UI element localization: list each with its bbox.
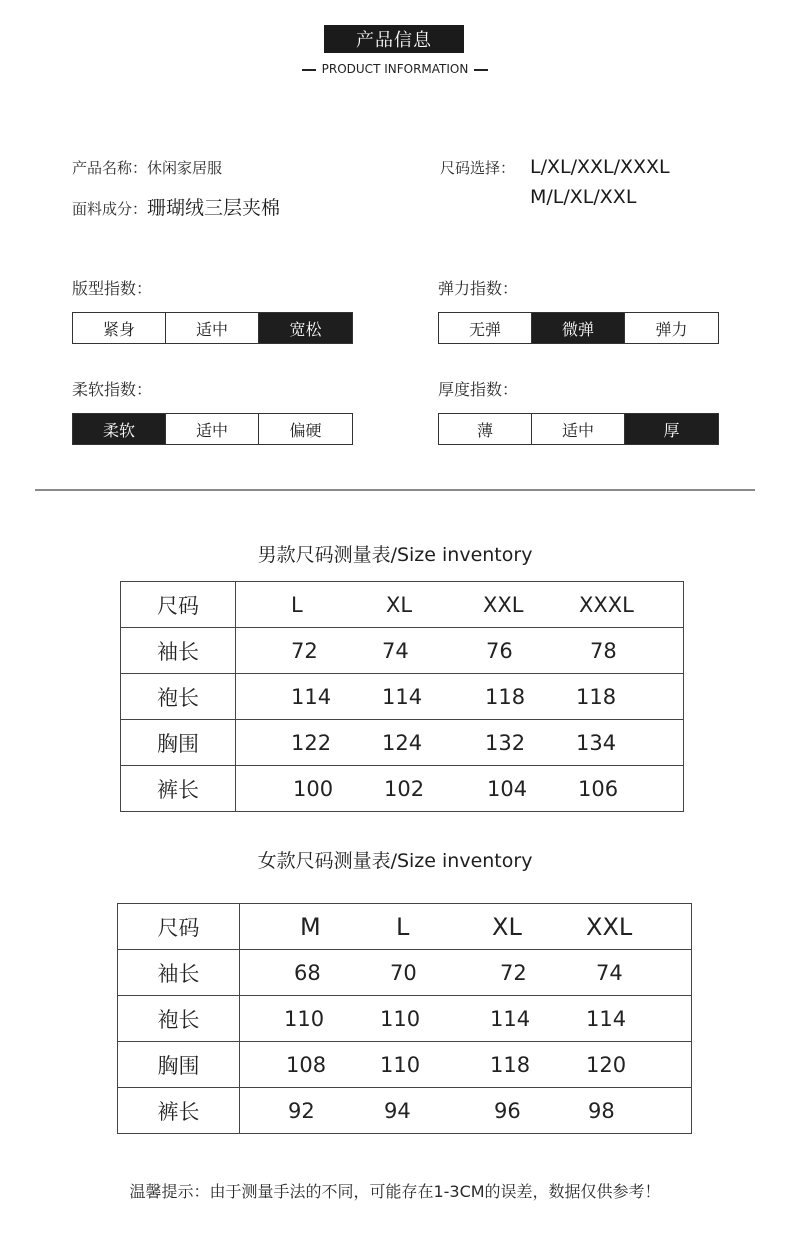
- fit-option: 宽松: [259, 313, 352, 343]
- table-cell: 94: [384, 1098, 411, 1123]
- table-cell: 102: [384, 776, 425, 801]
- size-label: XL: [492, 912, 522, 941]
- table-row: [121, 674, 684, 720]
- row-values: [236, 720, 684, 766]
- fit-index-bar: [72, 312, 353, 344]
- row-label: 袍长: [118, 996, 240, 1042]
- table-cell: 72: [500, 960, 527, 985]
- table-row: [121, 766, 684, 812]
- women-table-title: 女款尺码测量表/Size inventory: [257, 850, 533, 872]
- table-cell: 98: [588, 1098, 615, 1123]
- table-cell: 110: [284, 1006, 325, 1031]
- size-label: L: [396, 912, 410, 941]
- fit-option: 紧身: [73, 313, 166, 343]
- header-cell: 尺码: [118, 904, 240, 950]
- table-cell: 118: [485, 684, 526, 709]
- table-cell: 114: [382, 684, 423, 709]
- row-label: 袖长: [118, 950, 240, 996]
- row-values: [236, 628, 684, 674]
- row-values: [240, 950, 692, 996]
- row-values: [236, 766, 684, 812]
- fabric-value: 珊瑚绒三层夹棉: [147, 197, 281, 219]
- thick-index-label: 厚度指数：: [438, 380, 519, 399]
- size-label: L: [291, 592, 303, 617]
- product-name-value: 休闲家居服: [147, 159, 223, 177]
- soft-option: 偏硬: [289, 420, 322, 440]
- table-cell: 118: [576, 684, 617, 709]
- elastic-index-bar: [438, 312, 719, 344]
- thick-option: 厚: [625, 414, 718, 444]
- size-select-label: 尺码选择：: [440, 159, 516, 177]
- soft-index-label: 柔软指数：: [72, 380, 153, 399]
- size-label: XXXL: [579, 592, 634, 617]
- section-divider: [35, 489, 755, 491]
- dash-left: [302, 69, 316, 71]
- table-cell: 124: [382, 730, 423, 755]
- table-cell: 92: [288, 1098, 315, 1123]
- size-options: [530, 152, 670, 212]
- measurement-note: 温馨提示：由于测量手法的不同，可能存在1-3CM的误差，数据仅供参考！: [129, 1182, 661, 1201]
- elastic-option: 弹力: [655, 319, 688, 339]
- size-label: XXL: [483, 592, 524, 617]
- row-label: 袍长: [121, 674, 236, 720]
- table-cell: 74: [596, 960, 623, 985]
- row-values: [236, 674, 684, 720]
- section-subtitle: [0, 62, 790, 76]
- table-cell: 72: [291, 638, 318, 663]
- table-cell: 114: [291, 684, 332, 709]
- product-name: [72, 157, 222, 178]
- women-size-table: [117, 903, 692, 1134]
- table-row: [118, 1042, 692, 1088]
- table-cell: 118: [490, 1052, 531, 1077]
- row-values: [240, 1042, 692, 1088]
- table-cell: 114: [586, 1006, 627, 1031]
- table-cell: 78: [590, 638, 617, 663]
- thick-option: 适中: [532, 414, 625, 444]
- size-label: M: [300, 912, 321, 941]
- table-cell: 110: [380, 1006, 421, 1031]
- table-cell: 76: [486, 638, 513, 663]
- soft-index-bar: [72, 413, 353, 445]
- elastic-option: 微弹: [532, 313, 625, 343]
- fit-option: 适中: [166, 313, 259, 343]
- soft-option: 柔软: [73, 414, 166, 444]
- table-row: [118, 950, 692, 996]
- table-row: [121, 582, 684, 628]
- fit-index-label: 版型指数：: [72, 279, 153, 298]
- elastic-option: 无弹: [439, 313, 532, 343]
- table-row: [118, 904, 692, 950]
- men-table-title: 男款尺码测量表/Size inventory: [257, 544, 533, 566]
- section-title: 产品信息: [324, 25, 464, 53]
- table-cell: 106: [578, 776, 619, 801]
- row-label: 胸围: [121, 720, 236, 766]
- dash-right: [474, 69, 488, 71]
- elastic-index-label: 弹力指数：: [438, 279, 519, 298]
- table-cell: 68: [294, 960, 321, 985]
- size-label: XXL: [586, 912, 633, 941]
- table-row: [121, 720, 684, 766]
- size-line-2: M/L/XL/XXL: [530, 186, 637, 208]
- thick-option: 薄: [439, 414, 532, 444]
- men-size-table: [120, 581, 684, 812]
- size-header-values: [236, 582, 684, 628]
- size-label: XL: [386, 592, 413, 617]
- row-label: 裤长: [118, 1088, 240, 1134]
- size-header-values: [240, 904, 692, 950]
- fabric: [72, 193, 280, 220]
- row-label: 袖长: [121, 628, 236, 674]
- row-values: [240, 996, 692, 1042]
- table-cell: 104: [487, 776, 528, 801]
- table-cell: 120: [586, 1052, 627, 1077]
- fabric-label: 面料成分：: [72, 200, 148, 218]
- product-name-label: 产品名称：: [72, 159, 148, 177]
- row-label: 裤长: [121, 766, 236, 812]
- subtitle-text: PRODUCT INFORMATION: [321, 62, 469, 76]
- table-cell: 70: [390, 960, 417, 985]
- table-row: [118, 996, 692, 1042]
- size-line-1: L/XL/XXL/XXXL: [530, 156, 670, 178]
- row-label: 胸围: [118, 1042, 240, 1088]
- table-cell: 110: [380, 1052, 421, 1077]
- table-cell: 134: [576, 730, 617, 755]
- soft-option: 适中: [166, 414, 259, 444]
- thick-index-bar: [438, 413, 719, 445]
- table-cell: 122: [291, 730, 332, 755]
- table-cell: 96: [494, 1098, 521, 1123]
- row-values: [240, 1088, 692, 1134]
- header-cell: 尺码: [121, 582, 236, 628]
- table-cell: 74: [382, 638, 409, 663]
- table-cell: 132: [485, 730, 526, 755]
- table-cell: 114: [490, 1006, 531, 1031]
- table-row: [118, 1088, 692, 1134]
- table-row: [121, 628, 684, 674]
- table-cell: 100: [293, 776, 334, 801]
- table-cell: 108: [286, 1052, 327, 1077]
